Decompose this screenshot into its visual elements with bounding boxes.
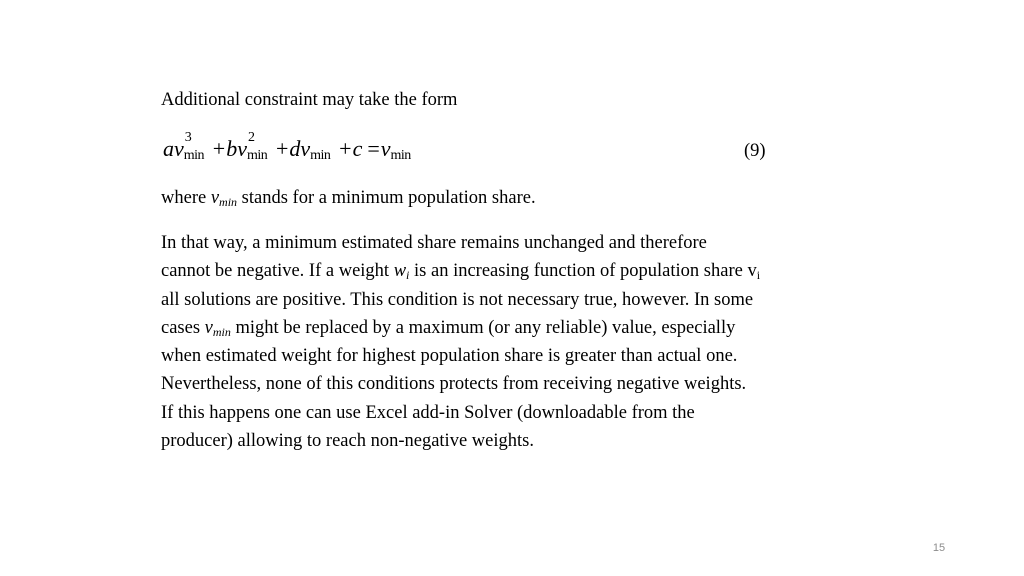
eq-subscript-min: min [183,148,205,163]
vmin-var [205,318,231,338]
vmin-var-subscript: min [212,324,231,339]
paragraph-line: Nevertheless, none of this conditions protects from receiving negative weights. [161,374,747,395]
page-number: 15 [932,542,946,554]
weight-var [394,261,410,281]
eq-subscript-min: min [310,148,331,163]
eq-var-v: v [174,136,184,161]
eq-plus: + [339,136,352,161]
eq-var-v: v [300,136,311,161]
eq-coef-b: b [226,136,238,161]
eq-exponent-2: 2 [247,130,255,145]
eq-subscript-min: min [390,148,411,163]
weight-var-letter: w [393,261,407,282]
where-var-letter: v [210,188,220,208]
paragraph-line: In that way, a minimum estimated share remains unchanged and therefore [161,233,707,253]
eq-subscript-min: min [246,148,268,163]
paragraph-line: when estimated weight for highest population share is greater than actual one. [161,346,738,367]
eq-equals: = [367,136,380,161]
paragraph-text: cannot be negative. If a weight [161,261,394,282]
equation-row [163,130,773,170]
eq-supsub-3 [183,130,208,164]
paragraph-line [161,257,861,285]
eq-sub-holder [310,134,334,164]
eq-coef-a: a [163,136,174,161]
eq-sub-holder [391,134,415,164]
paragraph-text: cases [161,317,205,338]
where-var [211,188,237,208]
vmin-var-letter: v [204,317,213,338]
eq-coef-d: d [289,136,301,161]
body-paragraph [161,229,861,455]
paragraph-line: producer) allowing to reach non-negative weights. [161,431,534,452]
eq-const-c: c [352,136,363,161]
paragraph-line: If this happens one can use Excel add-in Solver (downloadable from the [161,402,695,423]
weight-var-subscript: i [406,268,410,283]
share-subscript: i [756,268,761,283]
eq-supsub-2 [246,130,271,164]
equation-9 [163,130,415,164]
intro-text: Additional constraint may take the form [161,90,458,110]
paragraph-line [161,314,861,342]
paragraph-line: all solutions are positive. This condition is not necessary true, however. In some [161,289,754,310]
paragraph-text: might be replaced by a maximum (or any reliable) value, especially [230,317,736,338]
where-prefix: where [161,188,211,208]
eq-exponent-3: 3 [184,130,192,145]
equation-number: (9) [744,141,766,161]
where-line [161,187,536,209]
eq-plus: + [212,136,226,161]
eq-plus: + [275,136,289,161]
eq-var-v: v [380,136,391,161]
eq-var-v: v [237,136,247,161]
where-suffix: stands for a minimum population share. [237,188,536,208]
where-var-subscript: min [219,195,238,209]
paragraph-text: is an increasing function of population share v [409,261,757,282]
